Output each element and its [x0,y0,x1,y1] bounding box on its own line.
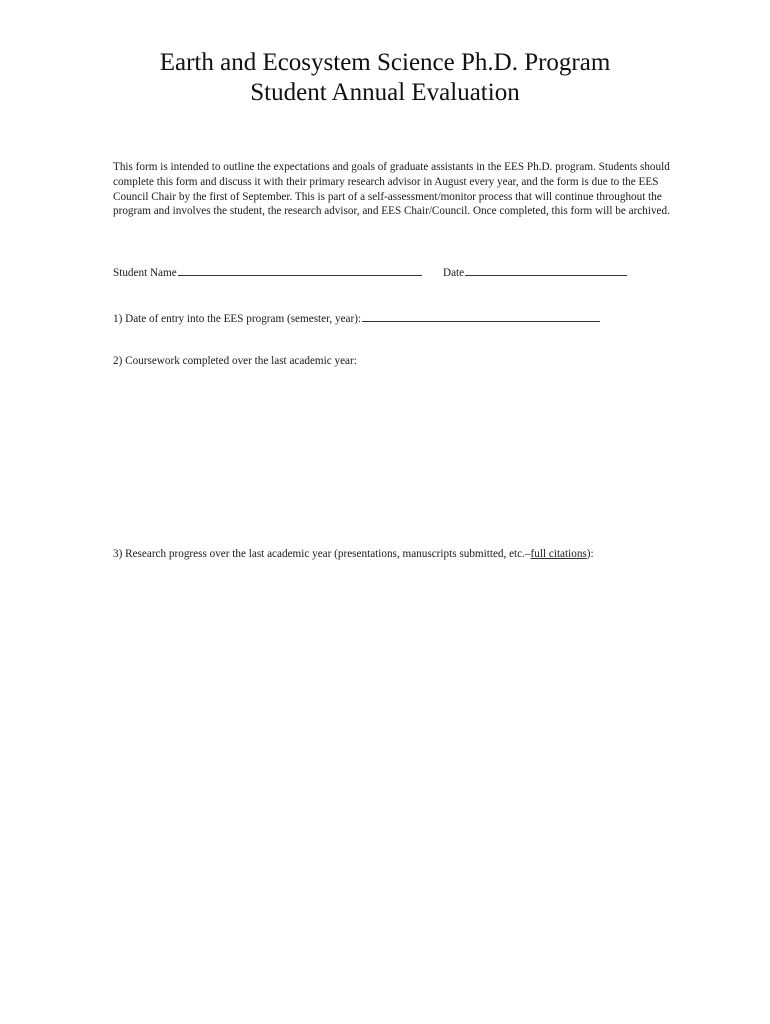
question-3-label: 3) Research progress over the last academic year (presentations, manuscripts submitted, etc.– [113,548,531,560]
intro-paragraph: This form is intended to outline the expectations and goals of graduate assistants in the EES Ph.D. program. Students should complete this form and discuss it with their primary research advisor in August every year, and the form is due to the EES Council Chair by the first of September. This is part of a self-assessment/monitor process that will continue throughout the program and involves the student, the research advisor, and EES Chair/Council. Once completed, this form will be archived. [113,161,670,218]
date-field[interactable] [465,264,627,276]
student-name-row [113,264,422,280]
date-label: Date [443,267,465,279]
question-3-label-end: ): [586,548,594,560]
question-2-label: 2) Coursework completed over the last academic year: [113,355,357,367]
form-title: Earth and Ecosystem Science Ph.D. Program [159,49,611,76]
full-citations-text: full citations [530,548,587,560]
form-subtitle: Student Annual Evaluation [250,79,520,106]
question-3-row [113,547,594,561]
student-name-label: Student Name [113,267,177,279]
date-row [443,264,627,280]
student-name-field[interactable] [178,264,422,276]
question-1-label: 1) Date of entry into the EES program (semester, year): [113,313,362,325]
question-1-row [113,310,600,326]
entry-date-field[interactable] [362,310,600,322]
